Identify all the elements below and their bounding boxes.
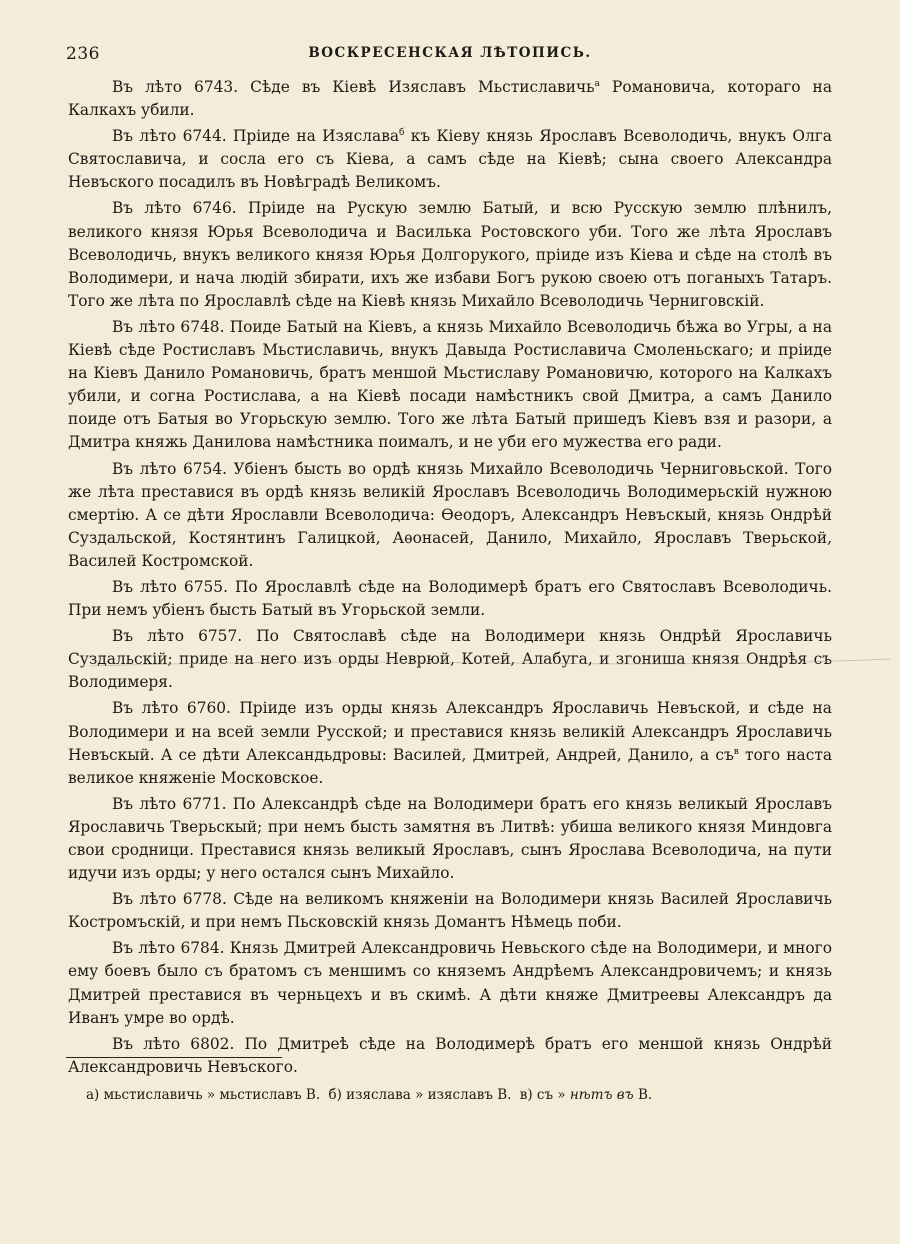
entry-text: Въ лѣто 6784. Князь Дмитрей Александровичь Невьского сѣде на Володимери, и много ему боевъ было съ братомъ съ меншимъ со княземъ Андрѣемъ Александровичемъ; и князь Дмитрей преставися въ черньцехъ и въ скимѣ. А дѣти княже Дмитреевы Александръ да Иванъ умре во ордѣ. bbox=[68, 939, 832, 1027]
footnote-ref-a[interactable]: а bbox=[594, 78, 600, 89]
entry-6743 bbox=[68, 76, 832, 122]
entry-6755 bbox=[68, 576, 832, 622]
entry-text: Въ лѣто 6754. Убіенъ бысть во ордѣ князь Михайло Всеволодичь Черниговьской. Того же лѣта преставися въ ордѣ князь великій Ярославъ Всеволодичь Володимерьскій нужною смертію. А се дѣти Ярославли Всеволодича: Ѳеодоръ, Александръ Невъскый, князь Ондрѣй Суздальской, Костянтинъ Галицкой, Аѳонасей, Данило, Михайло, Ярославъ Тверьской, Василей Костромской. bbox=[68, 459, 832, 570]
entry-6778 bbox=[68, 888, 832, 934]
entry-6744 bbox=[68, 125, 832, 194]
entry-6748 bbox=[68, 316, 832, 455]
entry-text-cont: къ Кіеву князь Ярославъ Всеволодичь, внукъ Олга Святославича, и сосла его съ Кіева, а самъ сѣде на Кіевѣ; сына своего Александра Невъского посадилъ въ Новѣградѣ Великомъ. bbox=[68, 127, 832, 192]
footnotes bbox=[86, 1085, 826, 1105]
footnote-ref-c[interactable]: в bbox=[733, 746, 739, 757]
entry-text: Въ лѣто 6760. Пріиде изъ орды князь Александръ Ярославичь Невъской, и сѣде на Володимери и на всей земли Русской; и преставися князь великій Александръ Ярославичь Невъскый. А се дѣти Александьдровы: Василей, Дмитрей, Андрей, Данило, а съ bbox=[68, 699, 832, 764]
entry-6760 bbox=[68, 697, 832, 789]
entry-text: Въ лѣто 6748. Поиде Батый на Кіевъ, а князь Михайло Всеволодичь бѣжа во Угры, а на Кіевѣ сѣде Ростиславъ Мьстиславичь, внукъ Давыда Ростиславича Смоленьскаго; и пріиде на Кіевъ Данило Романовичь, братъ меншой Мьстиславу Романовичю, которого на Калкахъ убили, и согна Ростислава, а на Кіевѣ посади намѣстникъ свой Дмитра, а самъ Данило поиде отъ Батыя во Угорьскую землю. Того же лѣта Батый пришедъ Кіевъ взя и разори, а Дмитра княжь Данилова намѣстника поималъ, и не уби его мужества его ради. bbox=[68, 317, 832, 452]
entry-6757 bbox=[68, 625, 832, 694]
footnote-c-text: в) съ » bbox=[519, 1087, 566, 1103]
entry-6771 bbox=[68, 793, 832, 885]
entry-text-cont: того наста великое княженіе Московское. bbox=[68, 745, 833, 787]
chronicle-text bbox=[68, 76, 832, 1082]
entry-6754 bbox=[68, 458, 832, 573]
entry-6784 bbox=[68, 937, 832, 1029]
footnote-c-source: В. bbox=[637, 1087, 653, 1103]
page-header bbox=[66, 44, 834, 68]
entry-text: Въ лѣто 6744. Пріиде на Изяслава bbox=[112, 127, 400, 146]
entry-text: Въ лѣто 6757. По Святославѣ сѣде на Володимери князь Ондрѣй Ярославичь Суздальскій; приде на него изъ орды Неврюй, Котей, Алабуга, и згониша князя Ондрѣя съ Володимеря. bbox=[68, 627, 832, 692]
entry-text: Въ лѣто 6778. Сѣде на великомъ княженіи на Володимери князь Василей Ярославичь Костромъскій, и при немъ Пьсковскій князь Домантъ Нѣмець поби. bbox=[68, 890, 832, 932]
footnote-separator bbox=[66, 1057, 282, 1058]
entry-6802 bbox=[68, 1033, 832, 1079]
entry-text: Въ лѣто 6746. Пріиде на Рускую землю Батый, и всю Русскую землю плѣнилъ, великого князя Юрья Всеволодича и Василька Ростовского уби. Того же лѣта Ярославъ Всеволодичь, внукъ великого князя Юрья Долгорукого, пріиде изъ Кіева и сѣде на столѣ въ Володимери, и нача людій збирати, ихъ же избави Богъ рукою своею отъ поганыхъ Татаръ. Того же лѣта по Ярославлѣ сѣде на Кіевѣ князь Михайло Всеволодичь Черниговскій. bbox=[68, 199, 832, 310]
page-number: 236 bbox=[66, 44, 100, 64]
entry-text: Въ лѣто 6802. По Дмитреѣ сѣде на Володимерѣ братъ его меншой князь Ондрѣй Александровичь Невъского. bbox=[68, 1034, 832, 1076]
entry-text-cont: Романовича, котораго на Калкахъ убили. bbox=[68, 78, 832, 120]
running-title: ВОСКРЕСЕНСКАЯ ЛѢТОПИСЬ. bbox=[308, 45, 592, 61]
footnote-a: а) мьстиславичь » мьстиславъ В. bbox=[86, 1087, 321, 1103]
footnote-ref-b[interactable]: б bbox=[399, 128, 405, 139]
entry-6746 bbox=[68, 197, 832, 312]
entry-text: Въ лѣто 6743. Сѣде въ Кіевѣ Изяславъ Мьстиславичь bbox=[112, 78, 595, 96]
entry-text: Въ лѣто 6755. По Ярославлѣ сѣде на Володимерѣ братъ его Святославъ Всеволодичь. При немъ убіенъ бысть Батый въ Угорьской земли. bbox=[68, 577, 832, 620]
entry-text: Въ лѣто 6771. По Александрѣ сѣде на Володимери братъ его князь великый Ярославъ Ярославичь Тверьскый; при немъ бысть замятня въ Литвѣ: убиша великого князя Миндовга свои сродници. Преставися князь великый Ярославъ, сынъ Ярослава Всеволодича, на пути идучи изъ орды; у него остался сынъ Михайло. bbox=[68, 794, 832, 883]
footnote-c-italic: нѣтъ въ bbox=[569, 1087, 634, 1103]
footnote-b: б) изяслава » изяславъ В. bbox=[328, 1087, 512, 1103]
footnote-c bbox=[520, 1087, 652, 1103]
